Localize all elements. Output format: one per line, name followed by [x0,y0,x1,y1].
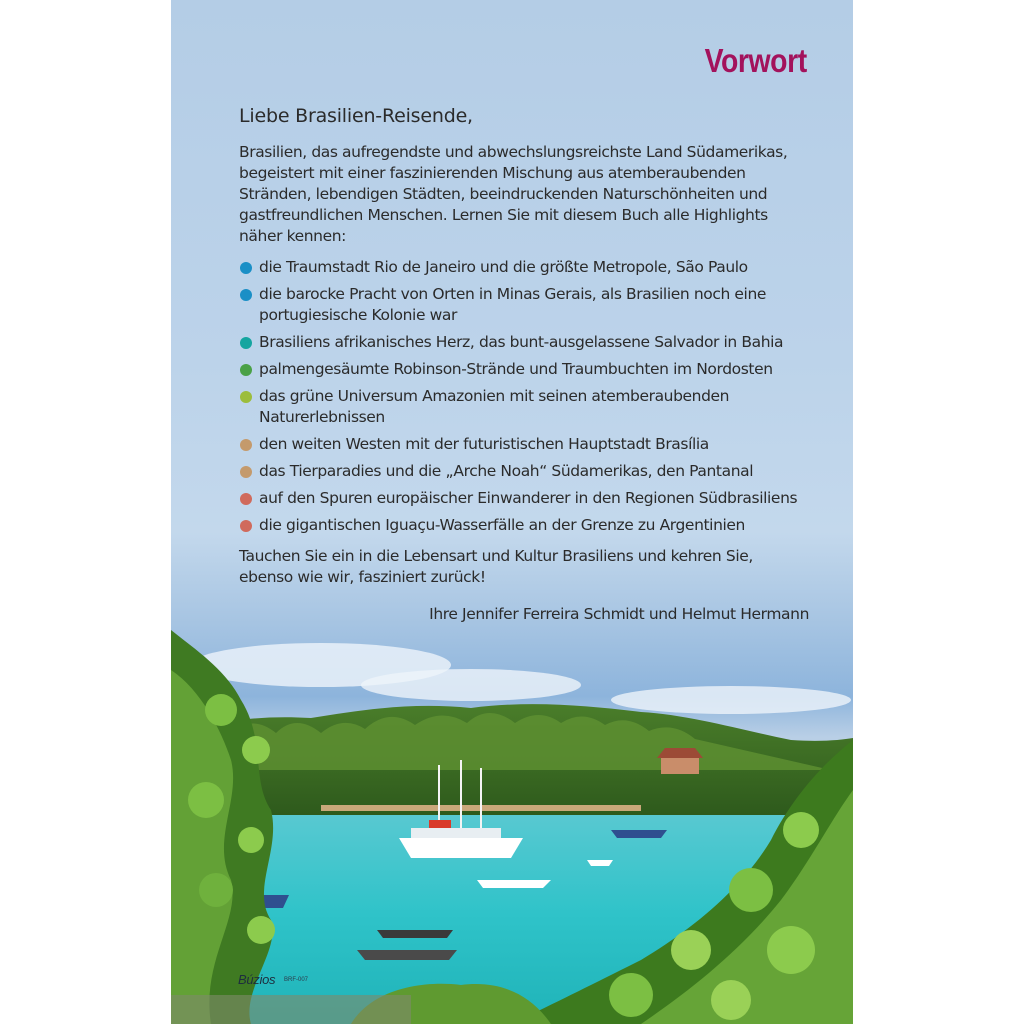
list-item [239,284,809,326]
intro-paragraph: Brasilien, das aufregendste und abwechslungsreichste Land Südamerikas, begeistert mit einer faszinierenden Mischung aus atemberaubenden Stränden, lebendigen Städten, beeindruckenden Naturschönheiten und gastfreundlichen Menschen. Lernen Sie mit diesem Buch alle Highlights näher kennen: [239,143,788,245]
list-item-text: palmengesäumte Robinson-Strände und Traumbuchten im Nordosten [259,360,773,378]
bullet-dot-icon [240,289,252,301]
list-item [239,386,809,428]
page-title: Vorwort [704,42,807,79]
highlights-list [239,257,809,536]
list-item [239,257,809,278]
photo-caption: Búzios [238,972,276,987]
house-roof [657,748,703,758]
list-item [239,359,809,380]
list-item-text: die gigantischen Iguaçu-Wasserfälle an der Grenze zu Argentinien [259,516,745,534]
rowing-boat [357,950,457,960]
list-item-text: das grüne Universum Amazonien mit seinen atemberaubenden Naturerlebnissen [259,387,730,426]
stone-wall [171,995,411,1024]
motor-boat [477,880,551,888]
schooner [399,838,523,858]
list-item-text: Brasiliens afrikanisches Herz, das bunt-ausgelassene Salvador in Bahia [259,333,784,351]
rowing-boat [377,930,453,938]
small-boat [611,830,667,838]
list-item-text: das Tierparadies und die „Arche Noah“ Südamerikas, den Pantanal [259,462,754,480]
list-item-text: den weiten Westen mit der futuristischen Hauptstadt Brasília [259,435,709,453]
list-item-text: die Traumstadt Rio de Janeiro und die größte Metropole, São Paulo [259,258,748,276]
signature: Ihre Jennifer Ferreira Schmidt und Helmut Hermann [429,605,809,623]
book-page [171,0,853,1024]
small-boat [587,860,613,866]
house [661,758,699,774]
foreword-text [239,104,809,625]
bullet-dot-icon [240,337,252,349]
cloud [361,669,581,701]
photo-credit: BRF-007 [284,977,309,983]
bullet-dot-icon [240,262,252,274]
list-item-text: auf den Spuren europäischer Einwanderer in den Regionen Südbrasiliens [259,489,798,507]
bullet-dot-icon [240,439,252,451]
list-item [239,434,809,455]
greeting: Liebe Brasilien-Reisende, [239,105,473,127]
list-item [239,332,809,353]
cloud [611,686,851,714]
list-item-text: die barocke Pracht von Orten in Minas Gerais, als Brasilien noch eine portugiesische Kolonie war [259,285,766,324]
bullet-dot-icon [240,391,252,403]
bullet-dot-icon [240,493,252,505]
bay-photo [171,590,853,1024]
bullet-dot-icon [240,466,252,478]
list-item [239,488,809,509]
list-item [239,461,809,482]
list-item [239,515,809,536]
bullet-dot-icon [240,364,252,376]
bullet-dot-icon [240,520,252,532]
closing-paragraph: Tauchen Sie ein in die Lebensart und Kultur Brasiliens und kehren Sie, ebenso wie wir, fasziniert zurück! [239,547,753,586]
